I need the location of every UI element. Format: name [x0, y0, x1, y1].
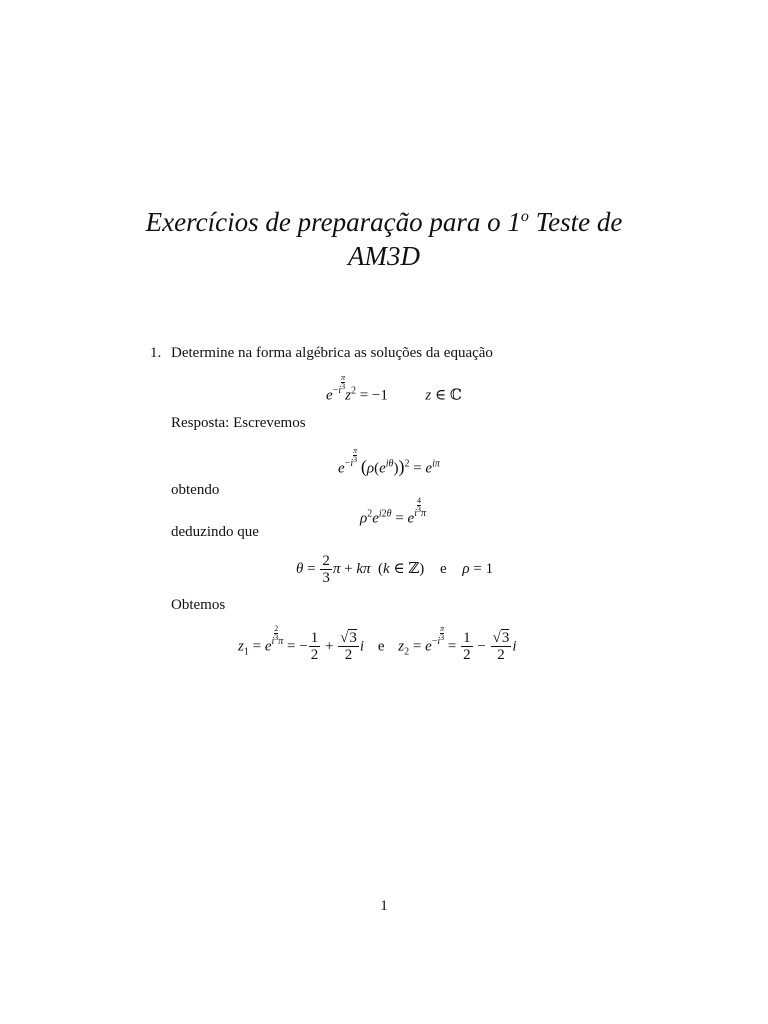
- text-deduzindo: deduzindo que: [171, 524, 259, 540]
- exercise-number: 1.: [150, 345, 162, 361]
- equation-theta-rho: θ = $\frac{2}{3}$ π + kπ (k ∈ ℤ) e ρ = 1: [296, 553, 494, 586]
- title-line1-end: Teste de: [528, 207, 623, 237]
- exercise-statement: Determine na forma algébrica as soluções da equação: [171, 345, 493, 361]
- answer-label: Resposta: Escrevemos: [171, 415, 306, 431]
- text-obtendo: obtendo: [171, 482, 220, 498]
- text-obtemos: Obtemos: [171, 597, 226, 613]
- title-ordinal: o: [520, 208, 529, 225]
- document-title: [0, 205, 768, 273]
- equation-modulus-argument: $\rho^2e^{i2\theta} = e^{i \frac{4}{3} \pi}$: [360, 496, 427, 527]
- equation-statement: $e^{-i \frac{\pi}{3}}$ $z^2 = -1$ z ∈ ℂ: [326, 373, 462, 404]
- title-line2: AM3D: [348, 241, 420, 271]
- equation-solutions: $z_1 = e^{i \frac{2}{3} \pi}$ = − $\frac{1}{2}$ + $\frac{√3}{2}$ i e $z_2 = e^{-i \frac{\pi}{3}}$ = $\frac{1}{2}$ − $\frac{√3}{2}$ i: [238, 624, 517, 664]
- title-line1: Exercícios de preparação para o 1: [145, 207, 521, 237]
- page-number: 1: [380, 898, 388, 914]
- equation-polar: $e^{-i \frac{\pi}{3}}$ $(\rho(e^{i\theta}))^2 = e^{i\pi}$: [338, 446, 440, 477]
